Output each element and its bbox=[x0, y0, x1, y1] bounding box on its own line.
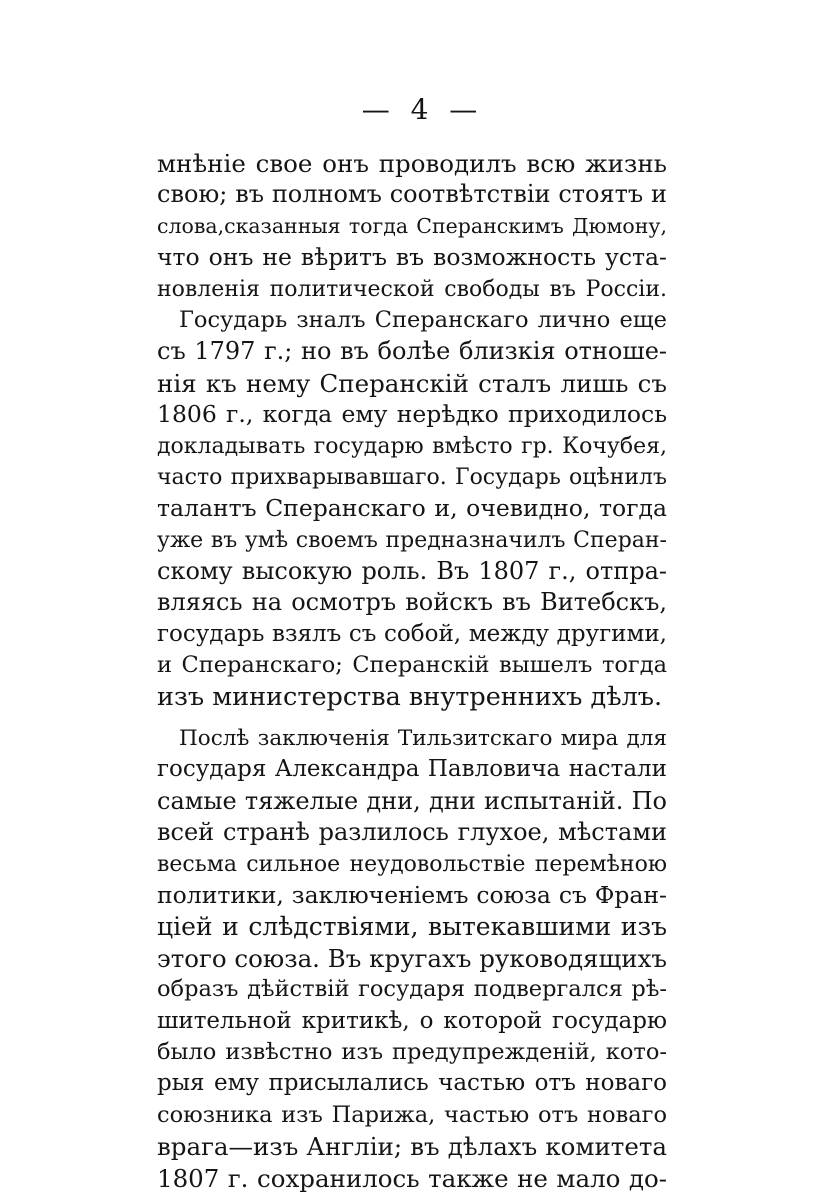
header-dash-left: — bbox=[361, 93, 391, 126]
text-line: докладывать государю вмѣсто гр. Кочубея, bbox=[157, 433, 667, 459]
text-line: мнѣніе свое онъ проводилъ всю жизнь bbox=[157, 149, 667, 178]
text-line: образъ дѣйствій государя подвергался рѣ- bbox=[157, 976, 667, 1003]
text-line: союзника изъ Парижа, частью отъ новаго bbox=[157, 1101, 667, 1128]
text-line: ціей и слѣдствіями, вытекавшими изъ bbox=[157, 912, 667, 942]
text-line: врага—изъ Англіи; въ дѣлахъ комитета bbox=[157, 1132, 667, 1162]
page-number: 4 bbox=[410, 93, 430, 126]
text-line: уже въ умѣ своемъ предназначилъ Сперан- bbox=[157, 527, 667, 553]
text-line: Государь зналъ Сперанскаго лично еще bbox=[179, 306, 667, 333]
text-line: изъ министерства внутреннихъ дѣлъ. bbox=[157, 681, 663, 712]
text-line: весьма сильное неудовольствіе перемѣною bbox=[157, 851, 667, 877]
paragraph bbox=[157, 148, 667, 305]
text-line: шительной критикѣ, о которой государю bbox=[157, 1007, 667, 1034]
text-line: скому высокую роль. Въ 1807 г., отпра- bbox=[157, 557, 667, 586]
text-line: политики, заключеніемъ союза съ Фран- bbox=[157, 880, 667, 909]
text-line: и Сперанскаго; Сперанскій вышелъ тогда bbox=[157, 652, 667, 679]
text-line: этого союза. Въ кругахъ руководящихъ bbox=[157, 943, 667, 973]
text-line: 1806 г., когда ему нерѣдко приходилось bbox=[157, 400, 667, 429]
text-line: государь взялъ съ собой, между другими, bbox=[157, 620, 667, 647]
text-line: самые тяжелые дни, дни испытаній. По bbox=[157, 786, 667, 815]
text-line: нія къ нему Сперанскій сталъ лишь съ bbox=[157, 368, 667, 398]
header-dash-right: — bbox=[449, 93, 479, 126]
text-line: 1807 г. сохранилось также не мало до- bbox=[157, 1163, 667, 1193]
page-header bbox=[0, 93, 840, 127]
text-line: часто прихварывавшаго. Государь оцѣнилъ bbox=[157, 464, 667, 490]
paragraph bbox=[157, 305, 667, 713]
text-line: рыя ему присылались частью отъ новаго bbox=[157, 1070, 667, 1097]
text-line: новленія политической свободы въ Россіи. bbox=[157, 276, 667, 302]
text-line: вляясь на осмотръ войскъ въ Витебскъ, bbox=[157, 588, 667, 617]
text-line: свою; въ полномъ соотвѣтствіи стоятъ и bbox=[157, 180, 667, 209]
text-line: слова,сказанныя тогда Сперанскимъ Дюмону, bbox=[157, 213, 667, 238]
text-line: что онъ не вѣритъ въ возможность уста- bbox=[157, 243, 667, 272]
paragraph bbox=[157, 723, 667, 1194]
text-line: было извѣстно изъ предупрежденій, кото- bbox=[157, 1038, 667, 1065]
text-line: Послѣ заключенія Тильзитскаго мира для bbox=[179, 726, 667, 752]
body-text bbox=[157, 148, 667, 1194]
text-line: талантъ Сперанскаго и, очевидно, тогда bbox=[157, 494, 667, 523]
text-line: съ 1797 г.; но въ болѣе близкія отноше- bbox=[157, 337, 667, 366]
text-line: всей странѣ разлилось глухое, мѣстами bbox=[157, 818, 667, 847]
text-line: государя Александра Павловича настали bbox=[157, 756, 667, 783]
